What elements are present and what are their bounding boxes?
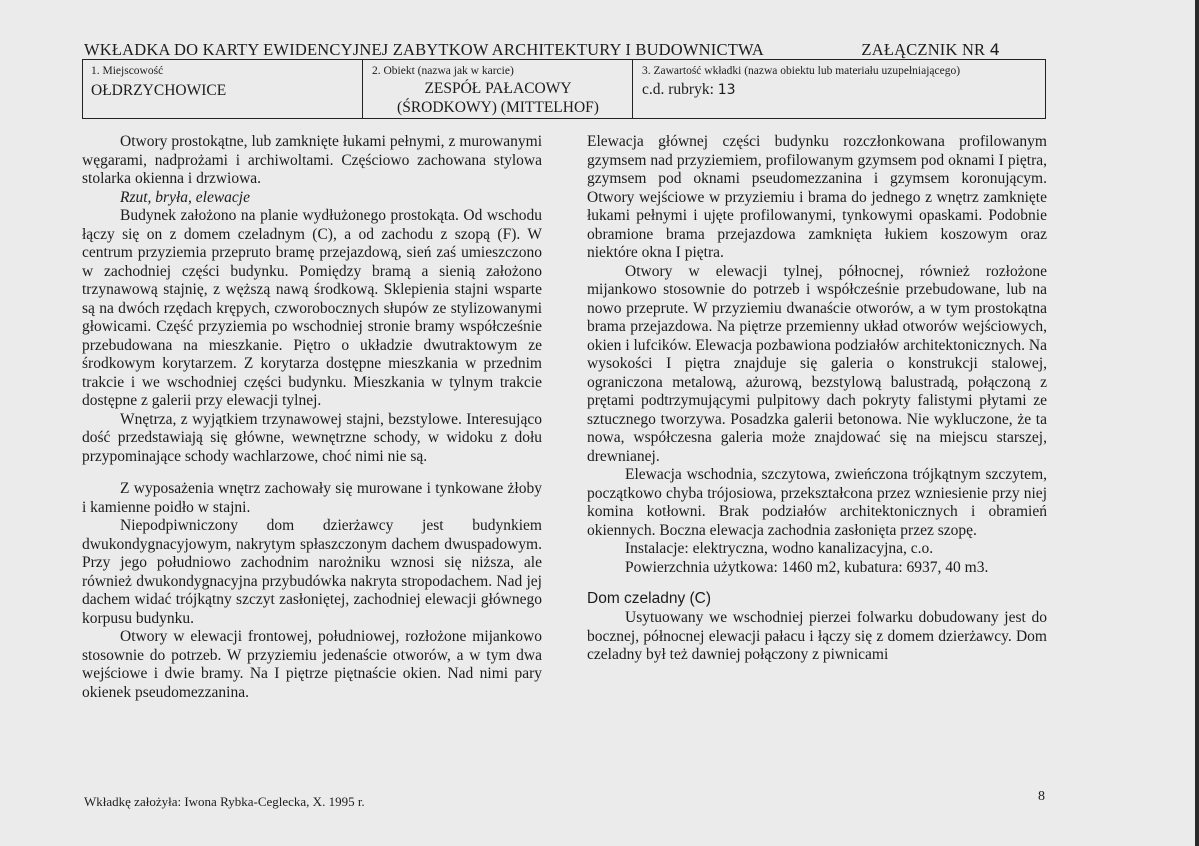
- paragraph: Niepodpiwniczony dom dzierżawcy jest budynkiem dwukondygnacyjowym, nakrytym spłaszczonym dachem dwuspadowym. Przy jego południowo zachodnim narożniku wznosi się niższa, ale również dwukondygnacyjna przybudówka nakryta stropodachem. Nad jej dachem widać trójkątny szczyt zasłoniętej, zachodniej elewacji głównego korpusu budynku.: [82, 517, 542, 627]
- page-number: 8: [1038, 789, 1045, 804]
- right-column: [587, 133, 1047, 665]
- form-header: [84, 40, 1044, 60]
- locality-value: OŁDRZYCHOWICE: [91, 82, 227, 99]
- object-value: [364, 79, 632, 117]
- info-box: [82, 59, 1046, 119]
- section-heading-dom-czeladny: Dom czeladny (C): [587, 590, 712, 607]
- object-value-line2: (ŚRODKOWY) (MITTELHOF): [397, 99, 599, 116]
- object-cell: [364, 60, 633, 118]
- paragraph: Elewacja głównej części budynku rozczłonkowana profilowanym gzymsem nad przyziemiem, profilowanym gzymsem pod oknami I piętra, gzymsem pod oknami pseudomezzanina i gzymsem koronującym. Otwory wejściowe w przyziemiu i brama do jednego z wnętrz zamknięte łukami pełnymi i ujęte profilowanymi, tynkowymi opaskami. Podobnie obramione brama przejazdowa zamknięta łukiem koszowym oraz niektóre okna I piętra.: [587, 133, 1047, 261]
- contents-cell: [634, 60, 1044, 118]
- object-value-line1: ZESPÓŁ PAŁACOWY: [424, 80, 572, 97]
- paragraph: Otwory w elewacji frontowej, południowej, rozłożone mijankowo stosownie do potrzeb. W przyziemiu jedenaście otworów, a w tym dwa wejściowe i dwie bramy. Na I piętrze piętnaście okien. Nad nimi pary okienek pseudomezzanina.: [82, 628, 542, 701]
- author-note: Wkładkę założyła: Iwona Rybka-Ceglecka, X. 1995 r.: [84, 794, 365, 809]
- contents-value-text: c.d. rubryk:: [642, 81, 714, 98]
- scan-edge: [1195, 0, 1199, 846]
- subheading-rzut: Rzut, bryła, elewacje: [120, 188, 250, 206]
- paragraph: Otwory prostokątne, lub zamknięte łukami pełnymi, z murowanymi węgarami, nadprożami i archiwoltami. Częściowo zachowana stylowa stolarka okienna i drzwiowa.: [82, 133, 542, 187]
- paragraph: Otwory w elewacji tylnej, północnej, również rozłożone mijankowo stosownie do potrzeb i współcześnie przebudowane, lub na nowo przeprute. W przyziemiu dwanaście otworów, a w tym prostokątna brama przejazdowa. Na piętrze przemienny układ otworów wejściowych, okien i lufcików. Elewacja pozbawiona podziałów architektonicznych. Na wysokości I piętra znajduje się galeria o konstrukcji stalowej, ograniczona metalową, ażurową, bezstylową balustradą, połączoną z prętami podtrzymującymi pulpitowy dach pokryty falistymi płytami ze sztucznego tworzywa. Posadzka galerii betonowa. Nie wykluczone, że ta nowa, współczesna galeria może znajdować się na miejscu starszej, drewnianej.: [587, 262, 1047, 465]
- locality-cell: [83, 60, 363, 118]
- paragraph: Elewacja wschodnia, szczytowa, zwieńczona trójkątnym szczytem, początkowo chyba trójosiowa, przekształcona przez wzniesienie przy niej komina kotłowni. Brak podziałów architektonicznych i obramień okiennych. Boczna elewacja zachodnia zasłonięta przez szopę.: [587, 466, 1047, 539]
- contents-value: [642, 81, 736, 99]
- left-column: [82, 133, 542, 702]
- object-label: 2. Obiekt (nazwa jak w karcie): [372, 65, 514, 77]
- contents-label: 3. Zawartość wkładki (nazwa obiektu lub materiału uzupełniającego): [642, 65, 961, 77]
- paragraph: Budynek założono na planie wydłużonego prostokąta. Od wschodu łączy się on z domem czeladnym (C), a od zachodu z szopą (F). W centrum przyziemia przepruto bramę przejazdową, sień zaś umieszczono w zachodniej części budynku. Pomiędzy bramą a sienią założono trzynawową stajnię, z węższą nawą środkową. Sklepienia stajni wsparte są na dwóch rzędach krępych, czworobocznych słupów ze stylizowanymi głowicami. Część przyziemia po wschodniej stronie bramy współcześnie przebudowana na mieszkanie. Piętro o układzie dwutraktowym ze środkowym korytarzem. Z korytarza dostępne mieszkania w przednim trakcie i we wschodniej części budynku. Mieszkania w tylnym trakcie dostępne z galerii przy elewacji tylnej.: [82, 207, 542, 409]
- contents-number: 13: [717, 82, 736, 98]
- locality-label: 1. Miejscowość: [91, 65, 164, 77]
- annex-number: 4: [989, 40, 1000, 59]
- annex-label-text: ZAŁĄCZNIK NR: [861, 40, 986, 59]
- paragraph: Z wyposażenia wnętrz zachowały się murowane i tynkowane żłoby i kamienne poidło w stajni.: [82, 480, 542, 516]
- paragraph: Powierzchnia użytkowa: 1460 m2, kubatura: 6937, 40 m3.: [625, 558, 989, 576]
- form-title: WKŁADKA DO KARTY EWIDENCYJNEJ ZABYTKOW ARCHITEKTURY I BUDOWNICTWA: [84, 40, 765, 59]
- paragraph: Wnętrza, z wyjątkiem trzynawowej stajni, bezstylowe. Interesująco dość przedstawiają się główne, wewnętrzne schody, w widoku z dołu przypominające schody wachlarzowe, choć nimi nie są.: [82, 410, 542, 465]
- paragraph: Usytuowany we wschodniej pierzei folwarku dobudowany jest do bocznej, północnej elewacji pałacu i łączy się z domem dzierżawcy. Dom czeladny był też dawniej połączony z piwnicami: [587, 609, 1047, 663]
- paragraph: Instalacje: elektryczna, wodno kanalizacyjna, c.o.: [625, 540, 934, 557]
- annex-label: [861, 40, 1000, 60]
